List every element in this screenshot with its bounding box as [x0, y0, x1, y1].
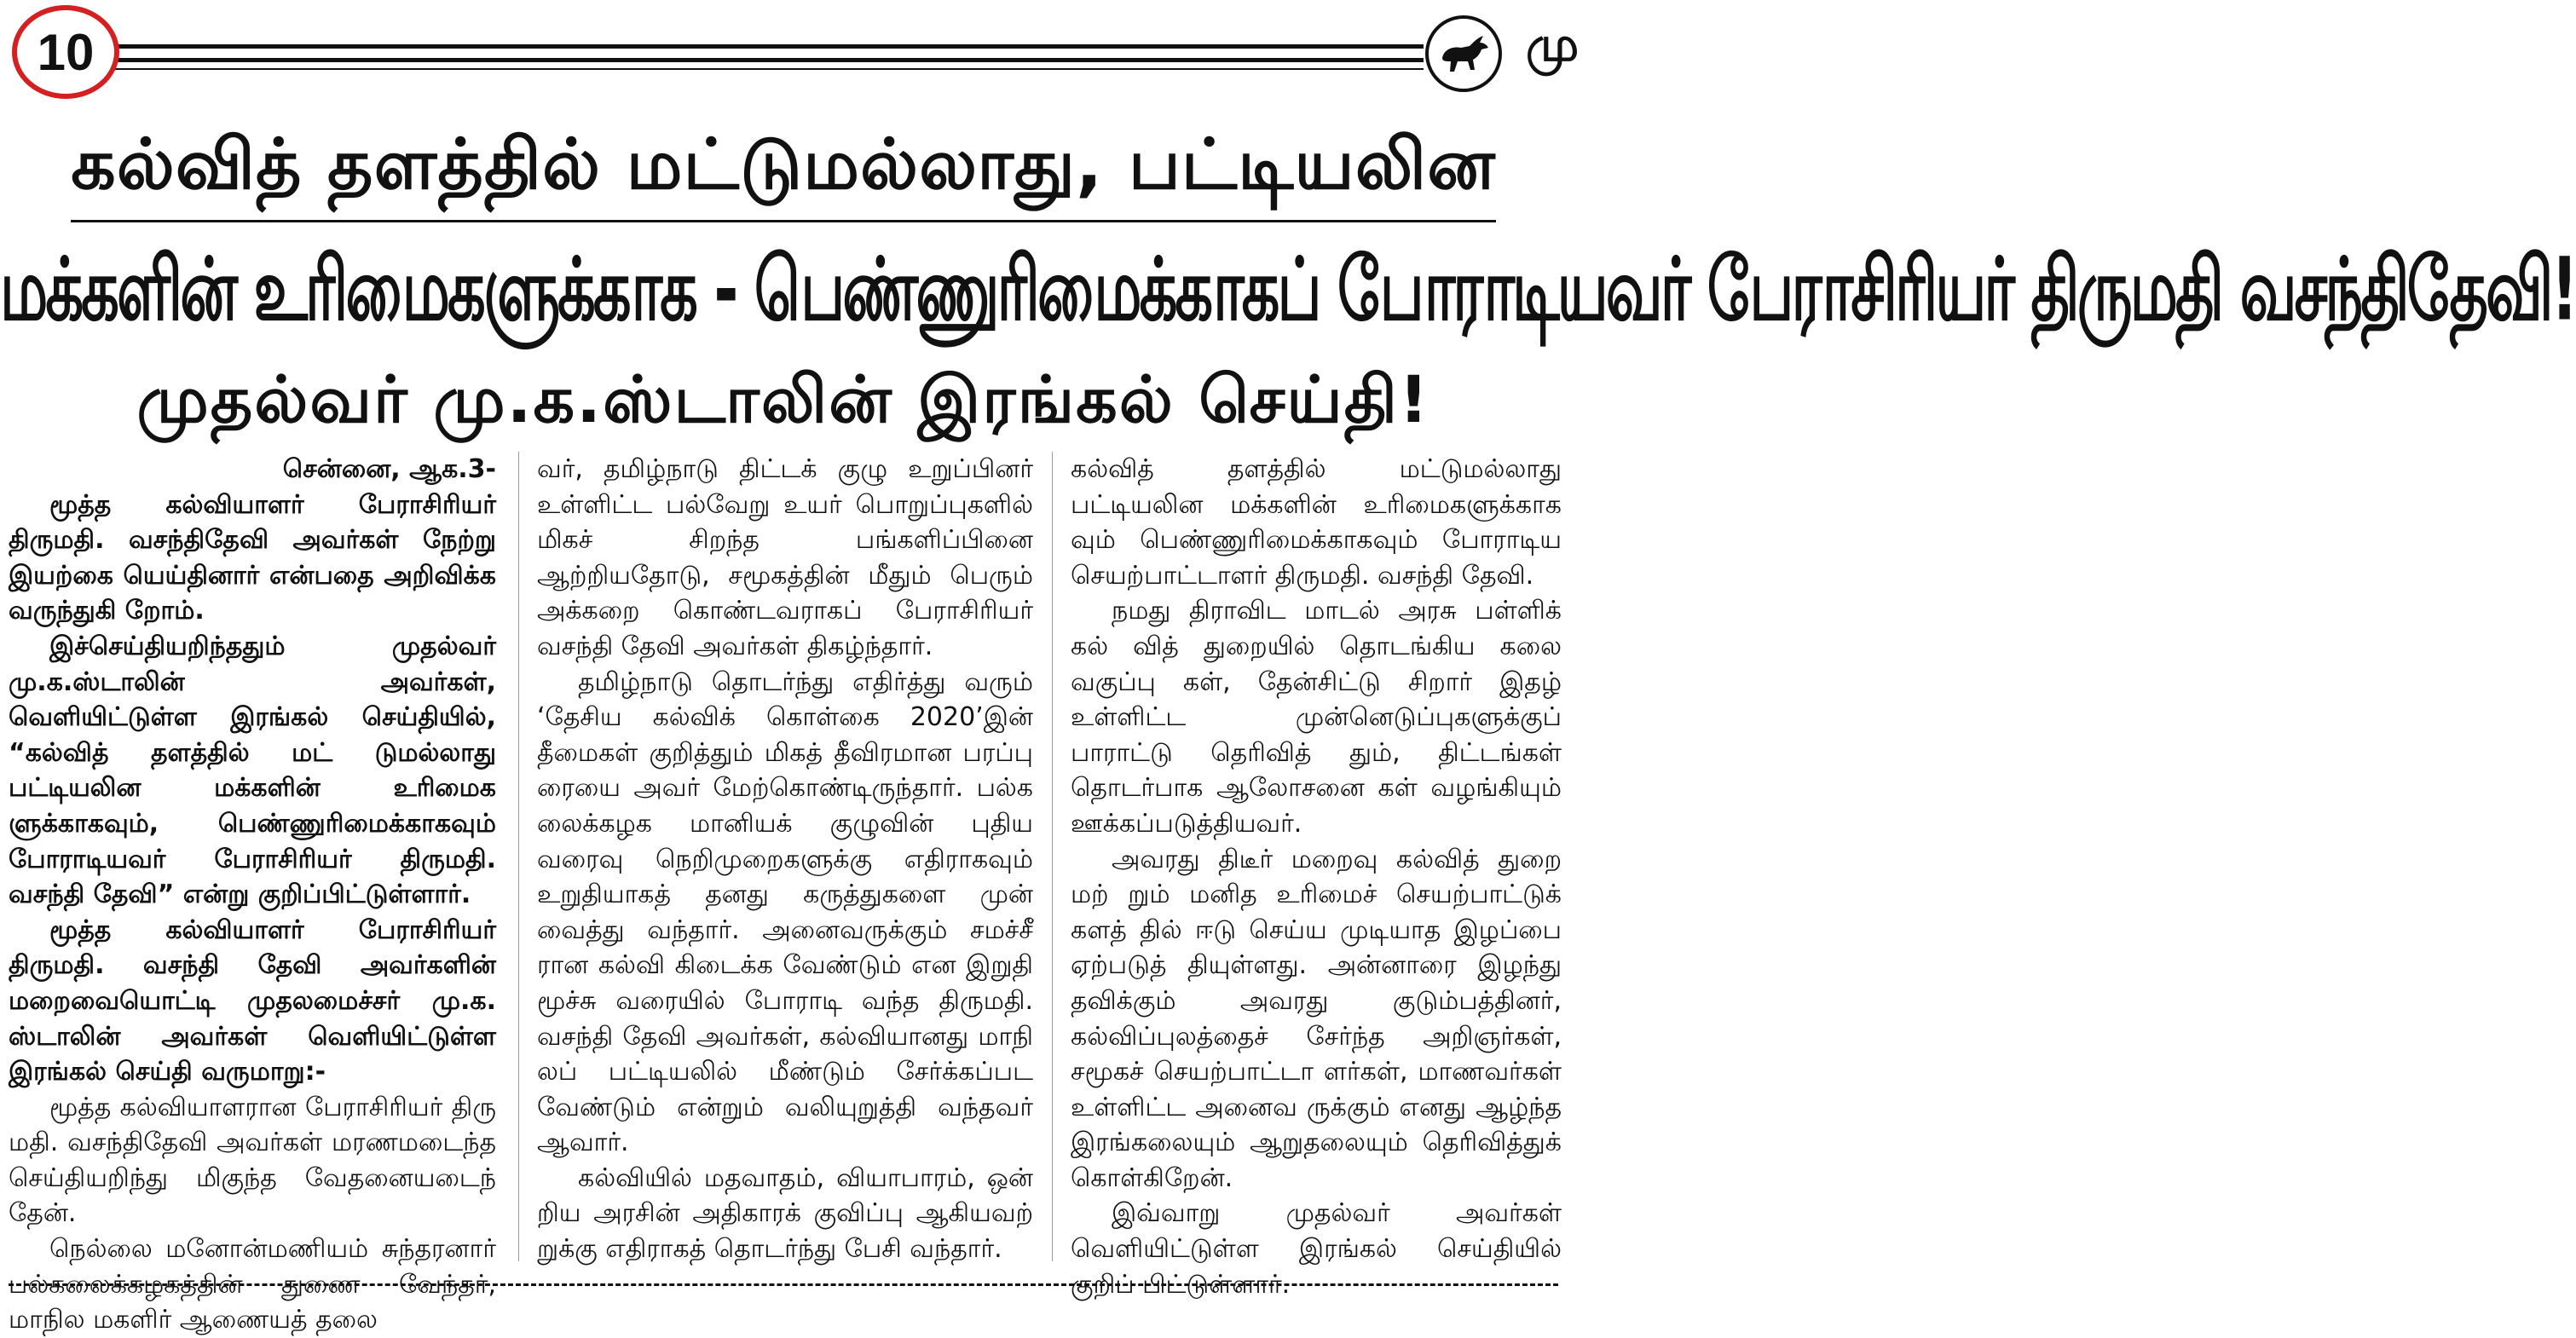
headline-line-1 — [0, 124, 1567, 222]
article-column-3 — [1071, 452, 1562, 1302]
paragraph: மூத்த கல்வியாளர் பேராசிரியர் திருமதி. வசந்திதேவி அவர்கள் நேற்று இயற்கை யெய்தினார் என்பதை அறிவிக்க வருந்துகி றோம். — [9, 489, 496, 626]
headline-line-1-text: கல்வித் தளத்தில் மட்டுமல்லாது, பட்டியலின — [71, 124, 1496, 222]
paragraph: கல்வியில் மதவாதம், வியாபாரம், ஒன் றிய அரசின் அதிகாரக் குவிப்பு ஆகியவற் றுக்கு எதிராகத் தொடர்ந்து பேசி வந்தார். — [537, 1162, 1033, 1265]
bull-icon-graphic — [1434, 24, 1493, 84]
page-number-badge — [12, 5, 119, 99]
column-divider — [1052, 452, 1053, 1261]
bull-icon — [1425, 15, 1502, 92]
header-rule-top — [111, 44, 1424, 49]
article-column-1 — [9, 452, 496, 1338]
headline-line-3: முதல்வர் மு.க.ஸ்டாலின் இரங்கல் செய்தி! — [136, 361, 1430, 437]
paragraph: மூத்த கல்வியாளரான பேராசிரியர் திரு மதி. வசந்திதேவி அவர்கள் மரணமடைந்த செய்தியறிந்து மிகுந்த வேதனையடைந் தேன். — [9, 1092, 496, 1229]
paragraph: இச்செய்தியறிந்ததும் முதல்வர் மு.க.ஸ்டாலின் அவர்கள், வெளியிட்டுள்ள இரங்கல் செய்தியில், “கல்வித் தளத்தில் மட் டுமல்லாது பட்டியலின மக்களின் உரிமைக ளுக்காகவும், பெண்ணுரிமைக்காகவும் போராடியவர் பேராசிரியர் திருமதி. வசந்தி தேவி” என்று குறிப்பிட்டுள்ளார். — [9, 631, 496, 910]
page-number: 10 — [37, 23, 95, 81]
paragraph: நமது திராவிட மாடல் அரசு பள்ளிக் கல் வித் துறையில் தொடங்கிய கலை வகுப்பு கள், தேன்சிட்டு சிறார் இதழ் உள்ளிட்ட முன்னெடுப்புகளுக்குப் பாராட்டு தெரிவித் தும், திட்டங்கள் தொடர்பாக ஆலோசனை கள் வழங்கியும் ஊக்கப்படுத்தியவர். — [1071, 596, 1562, 839]
dateline: சென்னை, ஆக.3- — [282, 454, 496, 484]
paragraph: நெல்லை மனோன்மணியம் சுந்தரனார் பல்கலைக்கழகத்தின் துணை வேந்தர், மாநில மகளிர் ஆணையத் தலை — [9, 1234, 496, 1335]
header-rule-middle — [111, 58, 1424, 62]
bottom-dashed-rule — [9, 1283, 1558, 1286]
masthead-title: மு — [1526, 17, 1580, 72]
column-divider — [518, 452, 519, 1261]
header-rule-bottom — [111, 68, 1424, 70]
paragraph: அவரது திடீர் மறைவு கல்வித் துறை மற் றும் மனித உரிமைச் செயற்பாட்டுக் களத் தில் ஈடு செய்ய முடியாத இழப்பை ஏற்படுத் தியுள்ளது. அன்னாரை இழந்து தவிக்கும் அவரது குடும்பத்தினர், கல்விப்புலத்தைச் சேர்ந்த அறிஞர்கள், சமூகச் செயற்பாட்டா ளர்கள், மாணவர்கள் உள்ளிட்ட அனைவ ருக்கும் எனது ஆழ்ந்த இரங்கலையும் ஆறுதலையும் தெரிவித்துக் கொள்கிறேன். — [1071, 844, 1562, 1193]
headline-line-2: மக்களின் உரிமைகளுக்காக - பெண்ணுரிமைக்காகப் போராடியவர் பேராசிரியர் திருமதி வசந்திதேவி! — [0, 239, 2576, 340]
paragraph: இவ்வாறு முதல்வர் அவர்கள் வெளியிட்டுள்ள இரங்கல் செய்தியில் குறிப் பிட்டுள்ளார். — [1071, 1198, 1562, 1300]
paragraph: மூத்த கல்வியாளர் பேராசிரியர் திருமதி. வசந்தி தேவி அவர்களின் மறைவையொட்டி முதலமைச்சர் மு.க. ஸ்டாலின் அவர்கள் வெளியிட்டுள்ள இரங்கல் செய்தி வருமாறு:- — [9, 914, 496, 1087]
paragraph: வர், தமிழ்நாடு திட்டக் குழு உறுப்பினர் உள்ளிட்ட பல்வேறு உயர் பொறுப்புகளில் மிகச் சிறந்த பங்களிப்பினை ஆற்றியதோடு, சமூகத்தின் மீதும் பெரும் அக்கறை கொண்டவராகப் பேராசிரியர் வசந்தி தேவி அவர்கள் திகழ்ந்தார். — [537, 454, 1033, 661]
article-column-2 — [537, 452, 1033, 1267]
paragraph: கல்வித் தளத்தில் மட்டுமல்லாது பட்டியலின மக்களின் உரிமைகளுக்காக வும் பெண்ணுரிமைக்காகவும் போராடிய செயற்பாட்டாளர் திருமதி. வசந்தி தேவி. — [1071, 454, 1562, 591]
paragraph: தமிழ்நாடு தொடர்ந்து எதிர்த்து வரும் ‘தேசிய கல்விக் கொள்கை 2020’இன் தீமைகள் குறித்தும் மிகத் தீவிரமான பரப்பு ரையை அவர் மேற்கொண்டிருந்தார். பல்க லைக்கழக மானியக் குழுவின் புதிய வரைவு நெறிமுறைகளுக்கு எதிராகவும் உறுதியாகத் தனது கருத்துகளை முன் வைத்து வந்தார். அனைவருக்கும் சமச்சீ ரான கல்வி கிடைக்க வேண்டும் என இறுதி மூச்சு வரையில் போராடி வந்த திருமதி. வசந்தி தேவி அவர்கள், கல்வியானது மாநி லப் பட்டியலில் மீண்டும் சேர்க்கப்பட வேண்டும் என்றும் வலியுறுத்தி வந்தவர் ஆவார். — [537, 666, 1033, 1158]
